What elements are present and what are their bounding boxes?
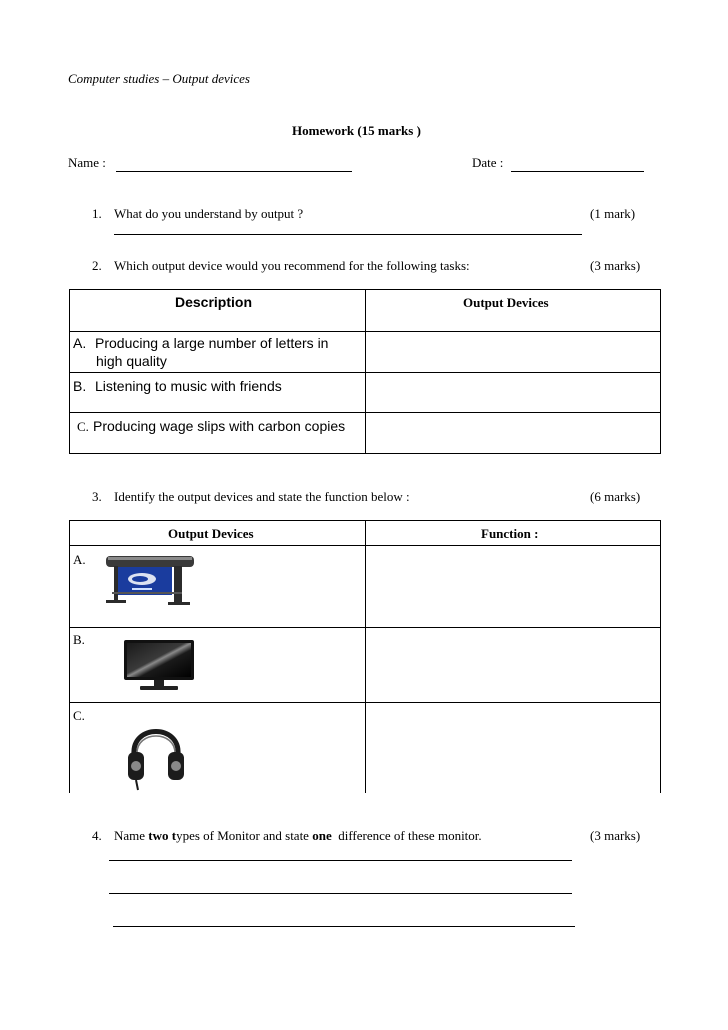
- name-field[interactable]: [116, 171, 352, 172]
- q3-col-function: Function :: [481, 526, 539, 541]
- q4-answer-line-1[interactable]: [109, 860, 572, 861]
- date-label: Date :: [472, 155, 504, 170]
- q1-answer-line[interactable]: [114, 234, 582, 235]
- name-label: Name :: [68, 155, 106, 170]
- q3-col-devices: Output Devices: [168, 526, 254, 541]
- document-subject: Computer studies – Output devices: [68, 71, 250, 86]
- row-description: Producing wage slips with carbon copies: [93, 418, 346, 434]
- q2-text: Which output device would you recommend for the following tasks:: [114, 258, 470, 273]
- row-letter: A.: [73, 552, 86, 567]
- q2-marks: (3 marks): [590, 258, 641, 273]
- q2-col-description: Description: [175, 294, 253, 310]
- flat-monitor-icon: [122, 638, 196, 692]
- row-description: Listening to music with friends: [95, 378, 282, 394]
- answer-cell[interactable]: [366, 413, 660, 453]
- row-letter: B.: [73, 632, 85, 647]
- q2-number: 2.: [92, 258, 102, 273]
- row-letter: A.: [73, 335, 87, 351]
- wide-format-plotter-icon: [102, 552, 198, 614]
- q1-text: What do you understand by output ?: [114, 206, 304, 221]
- row-letter: C.: [77, 419, 89, 434]
- q1-number: 1.: [92, 206, 102, 221]
- answer-cell[interactable]: [366, 373, 660, 412]
- q4-answer-line-2[interactable]: [109, 893, 572, 894]
- row-description: Producing a large number of letters in: [95, 335, 329, 351]
- q4-marks: (3 marks): [590, 828, 641, 843]
- homework-title: Homework (15 marks ): [292, 123, 421, 138]
- answer-cell[interactable]: [366, 332, 660, 372]
- row-description-cont: high quality: [96, 353, 167, 369]
- q3-marks: (6 marks): [590, 489, 641, 504]
- q3-number: 3.: [92, 489, 102, 504]
- q4-text: Name two types of Monitor and state one difference of these monitor.: [114, 828, 482, 843]
- row-letter: B.: [73, 378, 87, 394]
- q4-number: 4.: [92, 828, 102, 843]
- q2-col-devices: Output Devices: [463, 295, 549, 310]
- answer-cell[interactable]: [366, 628, 660, 702]
- date-field[interactable]: [511, 171, 644, 172]
- q3-text: Identify the output devices and state the function below :: [114, 489, 410, 504]
- answer-cell[interactable]: [366, 703, 660, 793]
- q1-marks: (1 mark): [590, 206, 636, 221]
- headphones-icon: [124, 714, 188, 792]
- row-letter: C.: [73, 708, 85, 723]
- q4-answer-line-3[interactable]: [113, 926, 575, 927]
- answer-cell[interactable]: [366, 546, 660, 627]
